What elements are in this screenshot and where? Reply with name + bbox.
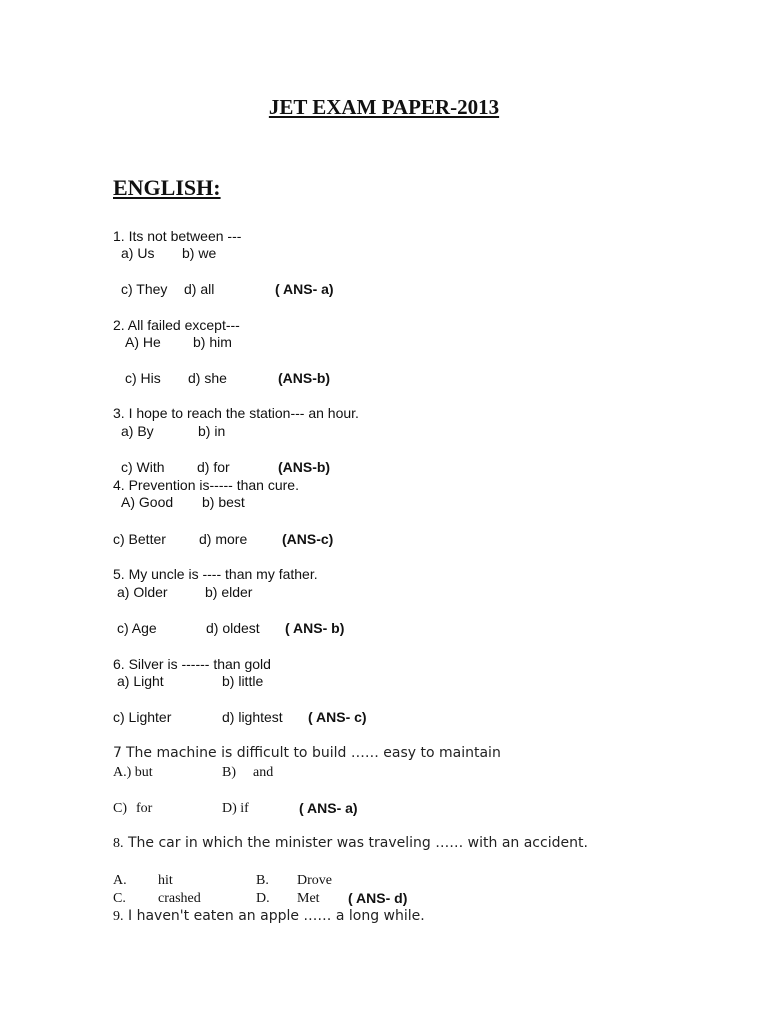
question-text: 6. Silver is ------ than gold: [113, 656, 271, 672]
option-c-letter: C): [113, 801, 127, 816]
page-title: JET EXAM PAPER-2013: [268, 95, 500, 119]
option-b: b) in: [198, 423, 226, 439]
answer: ( ANS- a): [299, 800, 358, 816]
option-b: b) best: [202, 494, 245, 510]
question-text: 5. My uncle is ---- than my father.: [113, 566, 318, 582]
option-c: crashed: [158, 891, 201, 906]
option-b: b) little: [222, 673, 264, 689]
option-d-letter: D.: [256, 891, 270, 906]
option-c: c) Age: [117, 620, 157, 636]
question-text: The car in which the minister was traveling …… with an accident.: [128, 835, 588, 851]
option-b: b) we: [182, 245, 217, 261]
option-a: A) Good: [121, 494, 174, 510]
option-c: c) With: [121, 459, 165, 475]
option-d: D) if: [222, 801, 249, 816]
question-number: 8.: [113, 836, 124, 851]
option-b: Drove: [297, 873, 332, 888]
answer: (ANS-b): [278, 459, 331, 475]
option-a: A.) but: [113, 765, 153, 780]
option-d: d) more: [199, 531, 248, 547]
option-b: b) him: [193, 334, 232, 350]
option-d: d) she: [188, 370, 227, 386]
option-d: Met: [297, 891, 320, 906]
option-c: c) His: [125, 370, 161, 386]
option-a: A) He: [125, 334, 161, 350]
answer: ( ANS- b): [285, 620, 345, 636]
option-c-letter: C.: [113, 891, 126, 906]
option-c: c) Lighter: [113, 709, 172, 725]
option-a: a) By: [121, 423, 154, 439]
answer: ( ANS- d): [348, 890, 408, 906]
option-a: hit: [158, 873, 173, 888]
question-text: 2. All failed except---: [113, 317, 240, 333]
option-a: a) Older: [117, 584, 168, 600]
option-b-letter: B.: [256, 873, 269, 888]
question-text: 1. Its not between ---: [113, 228, 242, 244]
question-text: The machine is difficult to build …… easy to maintain: [126, 745, 501, 761]
answer: ( ANS- c): [308, 709, 367, 725]
option-b-letter: B): [222, 765, 236, 780]
option-c: for: [136, 801, 153, 816]
option-a-letter: A.: [113, 873, 127, 888]
option-d: d) for: [197, 459, 230, 475]
question-number: 9.: [113, 909, 124, 924]
option-a: a) Us: [121, 245, 155, 261]
option-c: c) They: [121, 281, 168, 297]
question-text: 3. I hope to reach the station--- an hour.: [113, 405, 359, 421]
option-b: b) elder: [205, 584, 253, 600]
option-d: d) lightest: [222, 709, 283, 725]
question-number: 7: [113, 745, 122, 761]
option-a: a) Light: [117, 673, 164, 689]
question-text: 4. Prevention is----- than cure.: [113, 477, 299, 493]
question-text: I haven't eaten an apple …… a long while.: [128, 908, 425, 924]
option-c: c) Better: [113, 531, 166, 547]
section-heading: ENGLISH:: [113, 175, 221, 200]
option-b: and: [253, 765, 274, 780]
answer: (ANS-c): [282, 531, 334, 547]
answer: ( ANS- a): [275, 281, 334, 297]
option-d: d) oldest: [206, 620, 260, 636]
option-d: d) all: [184, 281, 215, 297]
answer: (ANS-b): [278, 370, 331, 386]
